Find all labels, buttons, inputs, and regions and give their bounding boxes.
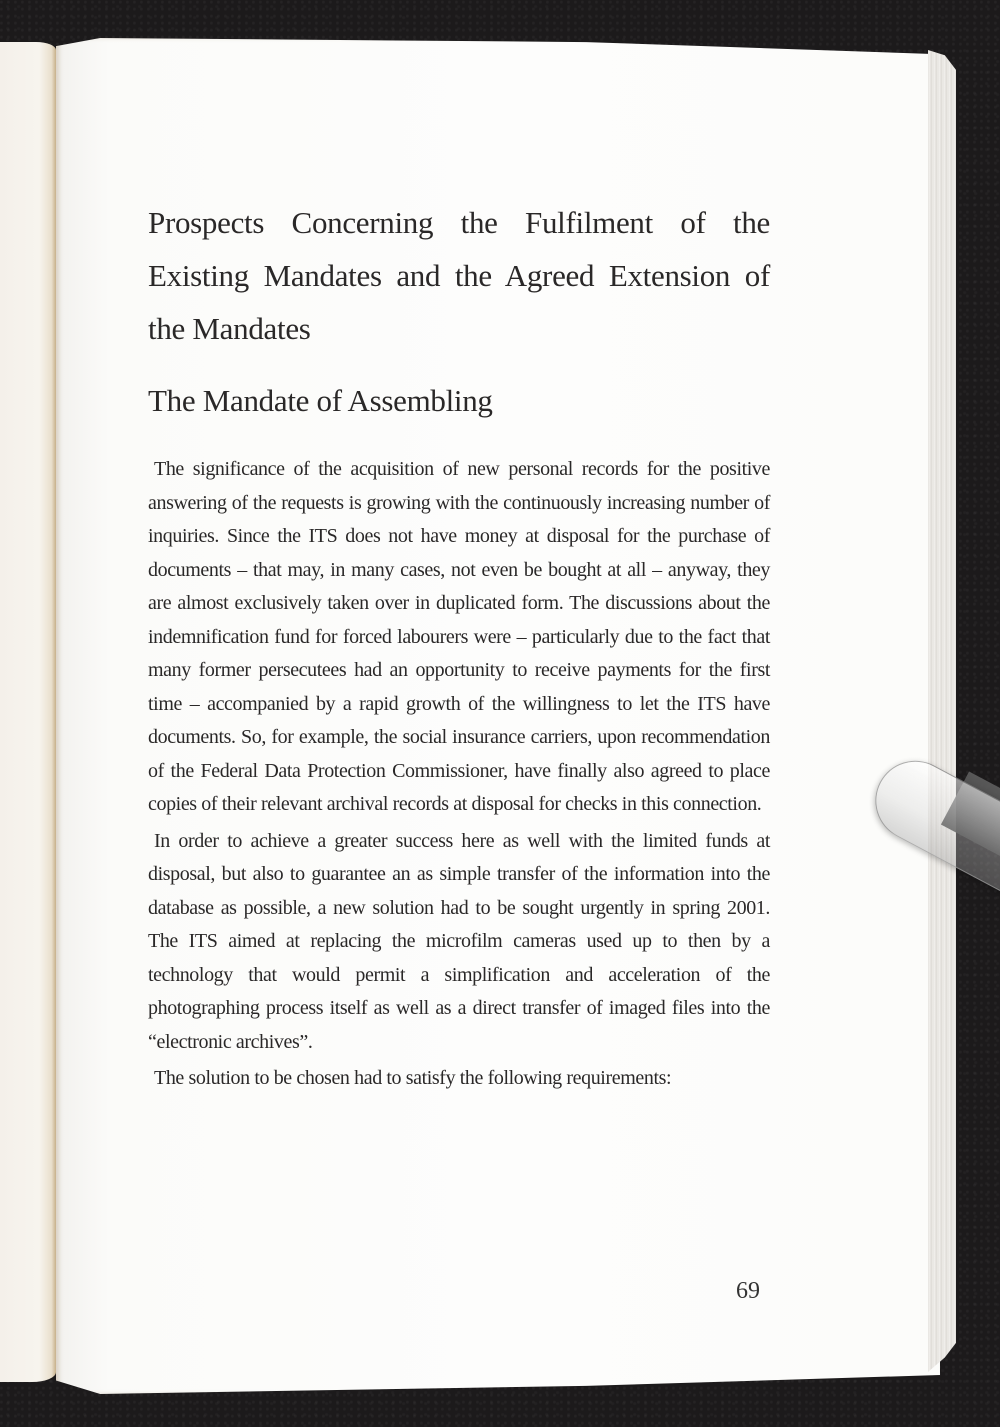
- page-content: [148, 196, 770, 1096]
- body-text: [148, 453, 770, 1096]
- left-page-edge: [0, 42, 56, 1382]
- paragraph: The significance of the acquisition of new personal records for the positive answering of the requests is growing with the continuously increasing number of inquiries. Since the ITS does not have money at disposal for the purchase of documents – that may, in many cases, not even be bought at all – anyway, they are almost exclusively taken over in duplicated form. The discussions about the indemnification fund for forced labourers were – particularly due to the fact that many former persecutees had an opportunity to receive payments for the first time – accompanied by a rapid growth of the willingness to let the ITS have documents. So, for example, the social insurance carriers, upon recommendation of the Federal Data Protection Commissioner, have finally also agreed to place copies of their relevant archival records at disposal for checks in this connection.: [148, 458, 770, 815]
- chapter-title: Prospects Concerning the Fulfilment of the Existing Mandates and the Agreed Extension of the Mandates: [148, 205, 770, 346]
- paragraph: In order to achieve a greater success here as well with the limited funds at disposal, but also to guarantee an as simple transfer of the information into the database as possible, a new solution had to be sought urgently in spring 2001. The ITS aimed at replacing the microfilm cameras used up to then by a technology that would permit a simplification and acceleration of the photographing process itself as well as a direct transfer of imaged files into the “electronic archives”.: [148, 829, 770, 1053]
- page-block-edge: [928, 50, 956, 1372]
- page-number: 69: [736, 1278, 760, 1304]
- section-title: The Mandate of Assembling: [148, 383, 493, 418]
- paragraph: The solution to be chosen had to satisfy the following requirements:: [154, 1067, 672, 1089]
